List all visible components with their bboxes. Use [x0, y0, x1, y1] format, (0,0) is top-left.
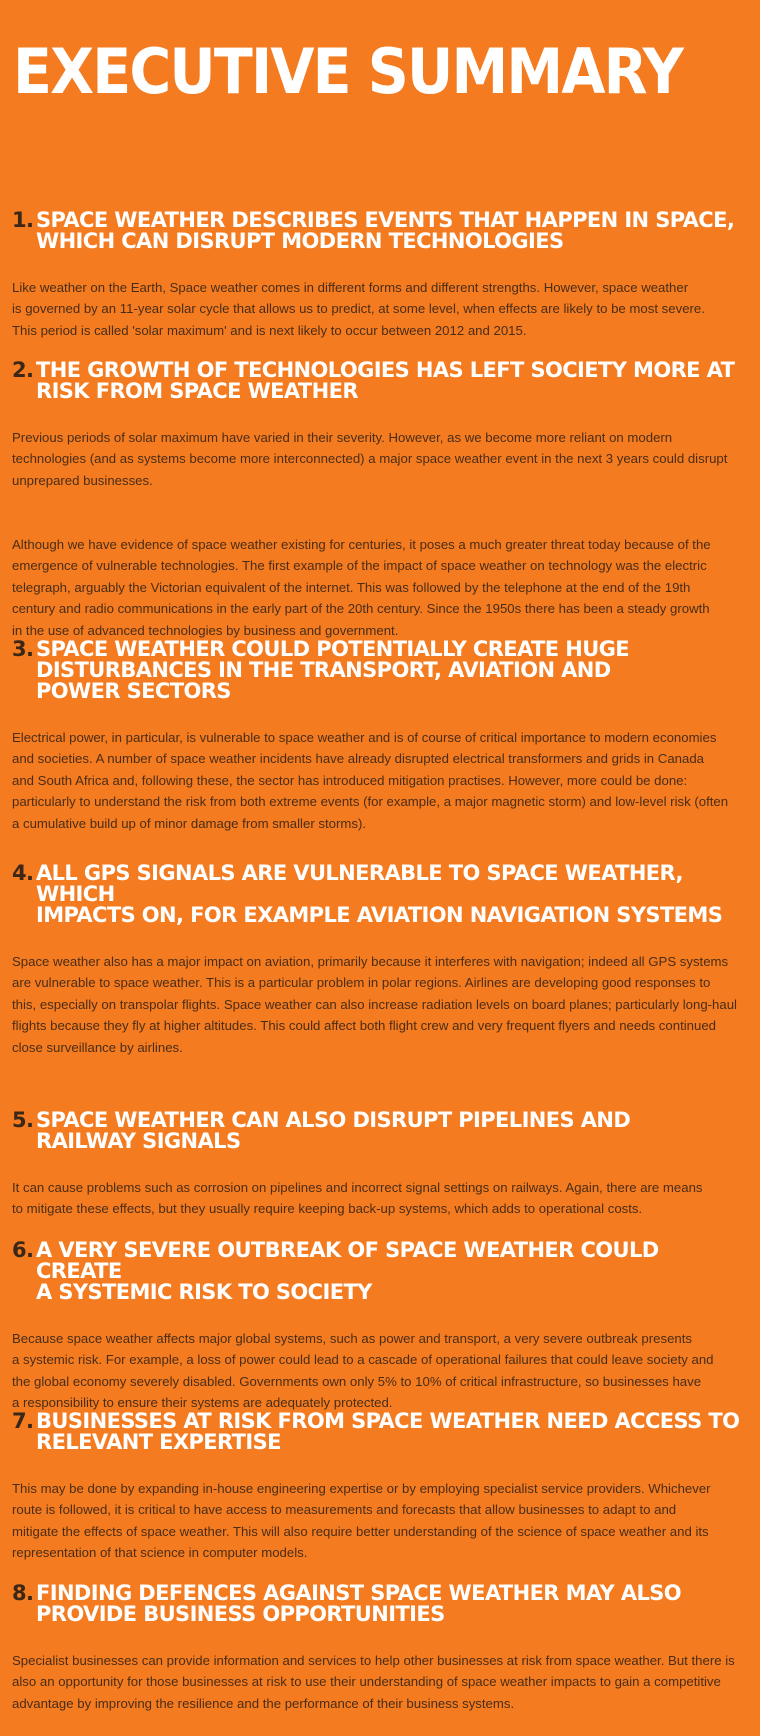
section-title: A VERY SEVERE OUTBREAK OF SPACE WEATHER COULD CREATE A SYSTEMIC RISK TO SOCIETY: [36, 1238, 659, 1304]
section-number: 4.: [12, 861, 34, 885]
section-4: [12, 863, 750, 1080]
section-title: BUSINESSES AT RISK FROM SPACE WEATHER NEED ACCESS TO RELEVANT EXPERTISE: [36, 1409, 740, 1454]
section-title: SPACE WEATHER COULD POTENTIALLY CREATE HUGE DISTURBANCES IN THE TRANSPORT, AVIATION AND POWER SECTORS: [36, 637, 630, 703]
section-number: 6.: [12, 1238, 34, 1262]
section-title: SPACE WEATHER CAN ALSO DISRUPT PIPELINES AND RAILWAY SIGNALS: [36, 1108, 631, 1153]
section-number: 5.: [12, 1108, 34, 1132]
section-heading: [12, 639, 750, 702]
section-body: [12, 1456, 750, 1585]
paragraph: Previous periods of solar maximum have varied in their severity. However, as we become more reliant on modern technologies (and as systems become more interconnected) a major space weather event in the next 3 years could disrupt unprepared businesses.: [12, 429, 728, 488]
section-body: [12, 405, 750, 663]
section-body: [12, 1628, 750, 1736]
section-2: [12, 360, 750, 663]
section-3: [12, 639, 750, 856]
section-1: [12, 210, 750, 363]
paragraph: Although we have evidence of space weather existing for centuries, it poses a much greater threat today because of the emergence of vulnerable technologies. The first example of the impact of space weather on technology was the electric telegraph, arguably the Victorian equivalent of the internet. This was followed by the telephone at the end of the 19th century and radio communications in the early part of the 20th century. Since the 1950s there has been a steady growth in the use of advanced technologies by business and government.: [12, 536, 711, 638]
section-heading: [12, 863, 750, 926]
section-body: [12, 1155, 750, 1241]
section-number: 3.: [12, 637, 34, 661]
section-8: [12, 1583, 750, 1736]
section-heading: [12, 1411, 750, 1453]
section-heading: [12, 1240, 750, 1303]
section-number: 2.: [12, 358, 34, 382]
section-body: [12, 255, 750, 363]
paragraph: Specialist businesses can provide information and services to help other businesses at risk from space weather. But there is also an opportunity for those businesses at risk to use their understanding of space weather impacts to gain a competitive advantage by improving the resilience and the performance of their business systems.: [12, 1652, 735, 1711]
section-7: [12, 1411, 750, 1585]
page-title: EXECUTIVE SUMMARY: [13, 35, 683, 108]
section-5: [12, 1110, 750, 1241]
section-number: 7.: [12, 1409, 34, 1433]
paragraph: Because space weather affects major global systems, such as power and transport, a very severe outbreak presents a systemic risk. For example, a loss of power could lead to a cascade of operational failures that could leave society and the global economy severely disabled. Governments own only 5% to 10% of critical infrastructure, so businesses have a responsibility to ensure their systems are adequately protected.: [12, 1330, 714, 1410]
section-body: [12, 705, 750, 856]
section-heading: [12, 210, 750, 252]
section-number: 8.: [12, 1581, 34, 1605]
section-title: ALL GPS SIGNALS ARE VULNERABLE TO SPACE WEATHER, WHICH IMPACTS ON, FOR EXAMPLE AVIATION NAVIGATION SYSTEMS: [36, 861, 723, 927]
section-heading: [12, 360, 750, 402]
paragraph: This may be done by expanding in-house engineering expertise or by employing specialist service providers. Whichever route is followed, it is critical to have access to measurements and forecasts that allow businesses to adapt to and mitigate the effects of space weather. This will also require better understanding of the science of space weather and its representation of that science in computer models.: [12, 1480, 711, 1560]
section-6: [12, 1240, 750, 1435]
section-heading: [12, 1583, 750, 1625]
section-body: [12, 929, 750, 1080]
section-number: 1.: [12, 208, 34, 232]
section-title: THE GROWTH OF TECHNOLOGIES HAS LEFT SOCIETY MORE AT RISK FROM SPACE WEATHER: [36, 358, 735, 403]
paragraph: Space weather also has a major impact on aviation, primarily because it interferes with navigation; indeed all GPS systems are vulnerable to space weather. This is a particular problem in polar regions. Airlines are developing good responses to this, especially on transpolar flights. Space weather can also increase radiation levels on board planes; particularly long-haul flights because they fly at higher altitudes. This could affect both flight crew and very frequent flyers and needs continued close surveillance by airlines.: [12, 953, 737, 1055]
section-title: FINDING DEFENCES AGAINST SPACE WEATHER MAY ALSO PROVIDE BUSINESS OPPORTUNITIES: [36, 1581, 682, 1626]
section-title: SPACE WEATHER DESCRIBES EVENTS THAT HAPPEN IN SPACE, WHICH CAN DISRUPT MODERN TECHNOLOGIES: [36, 208, 735, 253]
section-heading: [12, 1110, 750, 1152]
paragraph: Electrical power, in particular, is vulnerable to space weather and is of course of critical importance to modern economies and societies. A number of space weather incidents have already disrupted electrical transformers and grids in Canada and South Africa and, following these, the sector has introduced mitigation practises. However, more could be done: particularly to understand the risk from both extreme events (for example, a major magnetic storm) and low-level risk (often a cumulative build up of minor damage from smaller storms).: [12, 729, 729, 831]
paragraph: It can cause problems such as corrosion on pipelines and incorrect signal settings on railways. Again, there are means to mitigate these effects, but they usually require keeping back-up systems, which adds to operational costs.: [12, 1179, 703, 1216]
paragraph: Like weather on the Earth, Space weather comes in different forms and different strengths. However, space weather is governed by an 11-year solar cycle that allows us to predict, at some level, when effects are likely to be most severe. This period is called 'solar maximum' and is next likely to occur between 2012 and 2015.: [12, 279, 705, 338]
